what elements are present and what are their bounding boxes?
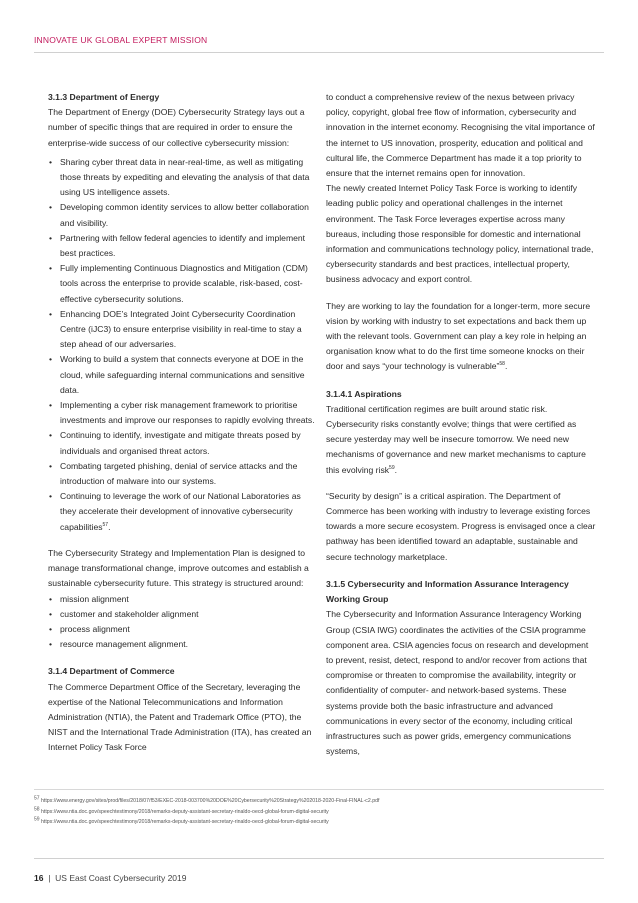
footnote-link[interactable]: https://www.ntia.doc.gov/speechtestimony/2018/remarks-deputy-assistant-secretary-rinaldo-oecd-global-forum-digital-security	[39, 819, 329, 825]
footnote-ref: 58	[499, 361, 505, 368]
page-footer	[34, 873, 187, 883]
footnote-ref: 57	[102, 521, 109, 528]
list-item: • Sharing cyber threat data in near-real-time, as well as mitigating those threats by expediting and elevating the analysis of that data using US intelligence assets.	[48, 155, 316, 201]
section-heading-commerce: 3.1.4 Department of Commerce	[48, 666, 175, 677]
list-item-text: Continuing to leverage the work of our National Laboratories as they accelerate their development of innovative cybersecurity capabilities	[60, 491, 301, 532]
paragraph: to conduct a comprehensive review of the nexus between privacy policy, copyright, global free flow of information, cybersecurity and innovation in the internet economy. Recognising the vital importance of the internet to US innovation, prosperity, education and political and cultural life, the Commerce Department has made it a top priority to ensure that the internet remains open for innovation.	[326, 92, 595, 179]
left-column	[48, 90, 316, 756]
paragraph-text: They are working to lay the foundation for a longer-term, more secure vision by working with industry to set expectations and back them up with the relevant tools. Government can play a key role in helping an organisation know what to do the first time someone knocks on their door and says “your technology is vulnerable”	[326, 300, 591, 372]
list-item: • customer and stakeholder alignment	[48, 607, 316, 622]
footnote-number: 59	[34, 816, 40, 823]
footnote-number: 57	[34, 795, 40, 802]
strategy-structure-list	[48, 592, 316, 653]
list-item: • mission alignment	[48, 592, 316, 607]
running-header: INNOVATE UK GLOBAL EXPERT MISSION	[34, 35, 208, 45]
list-item: • Partnering with fellow federal agencies to identify and implement best practices.	[48, 231, 316, 261]
paragraph: The Commerce Department Office of the Secretary, leveraging the expertise of the National Telecommunications and Information Administration (NTIA), the Patent and Trademark Office (PTO), the NIST and the International Trade Administration (ITA), has created an Internet Policy Task Force	[48, 681, 312, 753]
list-item	[48, 489, 316, 535]
paragraph	[326, 402, 596, 478]
footnote	[34, 817, 379, 828]
footer-separator: |	[48, 873, 51, 883]
list-item: • process alignment	[48, 622, 316, 637]
section-heading-energy: 3.1.3 Department of Energy	[48, 92, 160, 102]
list-item: • Enhancing DOE’s Integrated Joint Cybersecurity Coordination Centre (iJC3) to ensure enterprise visibility in real-time to stay a step ahead of our adversaries.	[48, 307, 316, 353]
paragraph: “Security by design” is a critical aspiration. The Department of Commerce has been working with industry to leverage existing forces towards a more secure ecosystem. Progress is envisaged once a clear pathway has been identified toward an adaptable, sustainable and secure technology marketplace.	[326, 490, 596, 562]
footer-divider	[34, 858, 604, 859]
list-item: • resource management alignment.	[48, 637, 316, 652]
paragraph-text: Traditional certification regimes are built around static risk. Cybersecurity risks constantly evolve; things that were certified as secure yesterday may well be insecure tomorrow. We need new mechanisms of governance and new market mechanisms to capture this evolving risk	[326, 403, 586, 475]
list-item: • Combating targeted phishing, denial of service attacks and the introduction of malware into our systems.	[48, 459, 316, 489]
section-heading-csia-iwg: 3.1.5 Cybersecurity and Information Assurance Interagency Working Group	[326, 578, 569, 605]
list-item: • Continuing to identify, investigate and mitigate threats posed by individuals and organised threat actors.	[48, 428, 316, 458]
footnotes	[34, 796, 379, 828]
right-column	[326, 90, 596, 759]
paragraph: The newly created Internet Policy Task Force is working to identify leading public policy and operational challenges in the internet environment. The Task Force leverages expertise across many bureaus, including those responsible for domestic and international information and communications technology policy, international trade, cybersecurity standards and best practices, intellectual property, business advocacy and export control.	[326, 183, 594, 285]
paragraph: The Cybersecurity and Information Assurance Interagency Working Group (CSIA IWG) coordinates the activities of the CSIA programme component area. CSIA agencies focus on research and development to prevent, resist, detect, respond to and/or recover from actions that compromise or threaten to compromise the availability, integrity or confidentiality of computer- and network-based systems. These systems provide both the basic infrastructure and advanced communications in every sector of the economy, including critical infrastructures such as power grids, emergency communications systems,	[326, 609, 589, 757]
paragraph-end: .	[394, 464, 397, 475]
paragraph-end: .	[504, 361, 508, 372]
page-number: 16	[34, 873, 44, 883]
list-item: • Fully implementing Continuous Diagnostics and Mitigation (CDM) tools across the enterprise to provide scalable, risk-based, cost-effective cybersecurity solutions.	[48, 261, 316, 307]
list-item: • Implementing a cyber risk management framework to prioritise investments and improve our responses to rapidly evolving threats.	[48, 398, 316, 428]
doe-strategy-list	[48, 155, 316, 535]
list-item-end: .	[108, 521, 111, 532]
publication-title: US East Coast Cybersecurity 2019	[55, 873, 187, 883]
header-divider	[34, 52, 604, 53]
footnote-ref: 59	[389, 464, 395, 471]
paragraph: The Cybersecurity Strategy and Implementation Plan is designed to manage transformational change, improve outcomes and establish a sustainable cybersecurity future. This strategy is structured around:	[48, 547, 309, 589]
footnote-divider	[34, 789, 604, 790]
paragraph	[326, 299, 596, 375]
footnote	[34, 796, 379, 807]
section-heading-aspirations: 3.1.4.1 Aspirations	[326, 388, 402, 399]
list-item: • Working to build a system that connects everyone at DOE in the cloud, while safeguarding internal communications and sensitive data.	[48, 352, 316, 398]
footnote-number: 58	[34, 805, 40, 812]
footnote	[34, 807, 379, 818]
list-item: • Developing common identity services to allow better collaboration and visibility.	[48, 200, 316, 230]
paragraph: The Department of Energy (DOE) Cybersecurity Strategy lays out a number of specific things that are required in order to ensure the enterprise-wide success of our collective cybersecurity mission:	[48, 107, 305, 148]
footnote-link[interactable]: https://www.energy.gov/sites/prod/files/2018/07/f53/EXEC-2018-003700%20DOE%20Cybersecurity%20Strategy%202018-2020-Final-FINAL-c2.pdf	[39, 798, 380, 804]
footnote-link[interactable]: https://www.ntia.doc.gov/speechtestimony/2018/remarks-deputy-assistant-secretary-rinaldo-oecd-global-forum-digital-security	[39, 808, 329, 815]
